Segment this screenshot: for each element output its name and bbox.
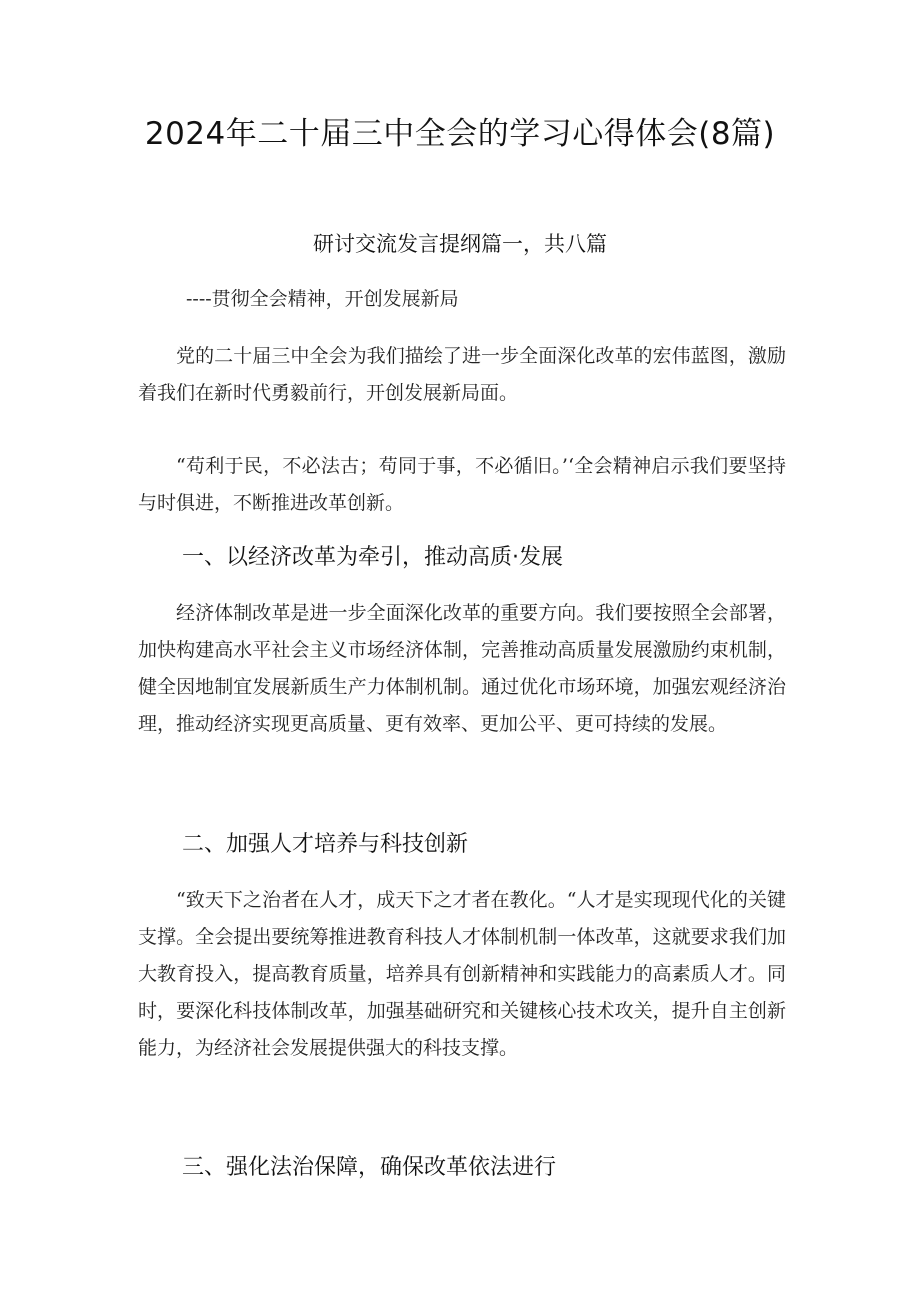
intro-paragraph-1: 党的二十届三中全会为我们描绘了进一步全面深化改革的宏伟蓝图，激励着我们在新时代勇毅前行，开创发展新局面。 xyxy=(138,345,786,404)
section-paragraph-2: “致天下之治者在人才，成天下之才者在教化。“人才是实现现代化的关键支撑。全会提出要统筹推进教育科技人才体制机制一体改革，这就要求我们加大教育投入，提高教育质量，培养具有创新精神和实践能力的高素质人才。同时，要深化科技体制改革，加强基础研究和关键核心技术攻关，提升自主创新能力，为经济社会发展提供强大的科技支撑。 xyxy=(138,889,786,1059)
section-heading-1: 一、以经济改革为牵引，推动高质·发展 xyxy=(182,545,563,570)
section-heading-3: 三、强化法治保障，确保改革依法进行 xyxy=(182,1155,557,1180)
section-paragraph-1: 经济体制改革是进一步全面深化改革的重要方向。我们要按照全会部署，加快构建高水平社会主义市场经济体制，完善推动高质量发展激励约束机制，健全因地制宜发展新质生产力体制机制。通过优化市场环境，加强宏观经济治理，推动经济实现更高质量、更有效率、更加公平、更可持续的发展。 xyxy=(138,602,786,735)
document-title: 2024年二十届三中全会的学习心得体会(8篇) xyxy=(144,116,776,152)
section-heading-2: 二、加强人才培养与科技创新 xyxy=(182,832,469,857)
document-tagline: ----贯彻全会精神，开创发展新局 xyxy=(186,288,459,310)
document-subtitle: 研讨交流发言提纲篇一，共八篇 xyxy=(313,232,607,256)
intro-paragraph-2: “苟利于民，不必法古；苟同于事，不必循旧。’‘全会精神启示我们要坚持与时俱进，不断推进改革创新。 xyxy=(138,455,786,514)
